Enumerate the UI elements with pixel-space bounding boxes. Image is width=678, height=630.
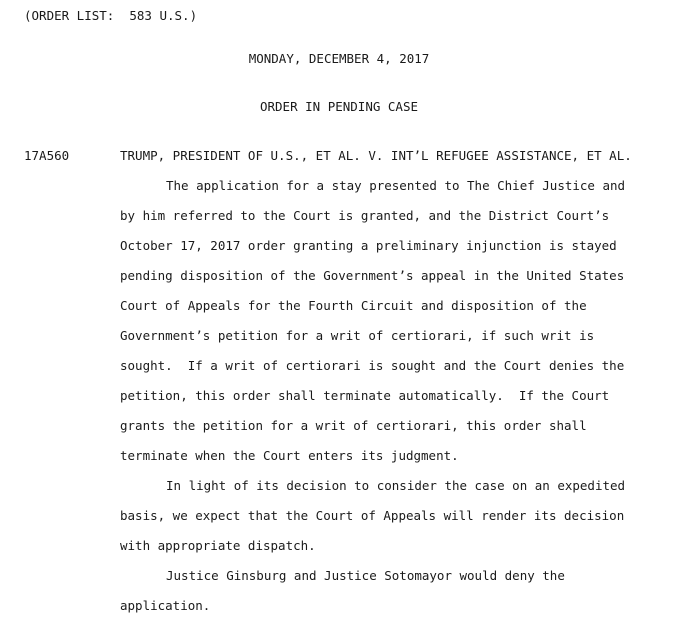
paragraph-1-line-5: Court of Appeals for the Fourth Circuit and disposition of the <box>120 298 587 313</box>
case-number: 17A560 <box>24 148 70 163</box>
paragraph-1-line-7: sought. If a writ of certiorari is sought and the Court denies the <box>120 358 625 373</box>
paragraph-1-line-1: The application for a stay presented to The Chief Justice and <box>166 178 626 193</box>
paragraph-1-line-6: Government’s petition for a writ of certiorari, if such writ is <box>120 328 595 343</box>
paragraph-1-line-4: pending disposition of the Government’s appeal in the United States <box>120 268 625 283</box>
order-list-header: (ORDER LIST: 583 U.S.) <box>24 8 198 23</box>
paragraph-1-line-2: by him referred to the Court is granted, and the District Court’s <box>120 208 610 223</box>
paragraph-1-line-8: petition, this order shall terminate automatically. If the Court <box>120 388 610 403</box>
case-caption: TRUMP, PRESIDENT OF U.S., ET AL. V. INT’L REFUGEE ASSISTANCE, ET AL. <box>120 148 632 163</box>
order-date: MONDAY, DECEMBER 4, 2017 <box>248 51 430 66</box>
paragraph-3-line-1: Justice Ginsburg and Justice Sotomayor would deny the <box>166 568 565 583</box>
paragraph-3-line-2: application. <box>120 598 211 613</box>
paragraph-2-line-3: with appropriate dispatch. <box>120 538 316 553</box>
paragraph-2-line-2: basis, we expect that the Court of Appeals will render its decision <box>120 508 625 523</box>
section-title: ORDER IN PENDING CASE <box>259 99 419 114</box>
paragraph-1-line-9: grants the petition for a writ of certiorari, this order shall <box>120 418 587 433</box>
paragraph-1-line-10: terminate when the Court enters its judgment. <box>120 448 459 463</box>
paragraph-2-line-1: In light of its decision to consider the case on an expedited <box>166 478 626 493</box>
paragraph-1-line-3: October 17, 2017 order granting a preliminary injunction is stayed <box>120 238 617 253</box>
